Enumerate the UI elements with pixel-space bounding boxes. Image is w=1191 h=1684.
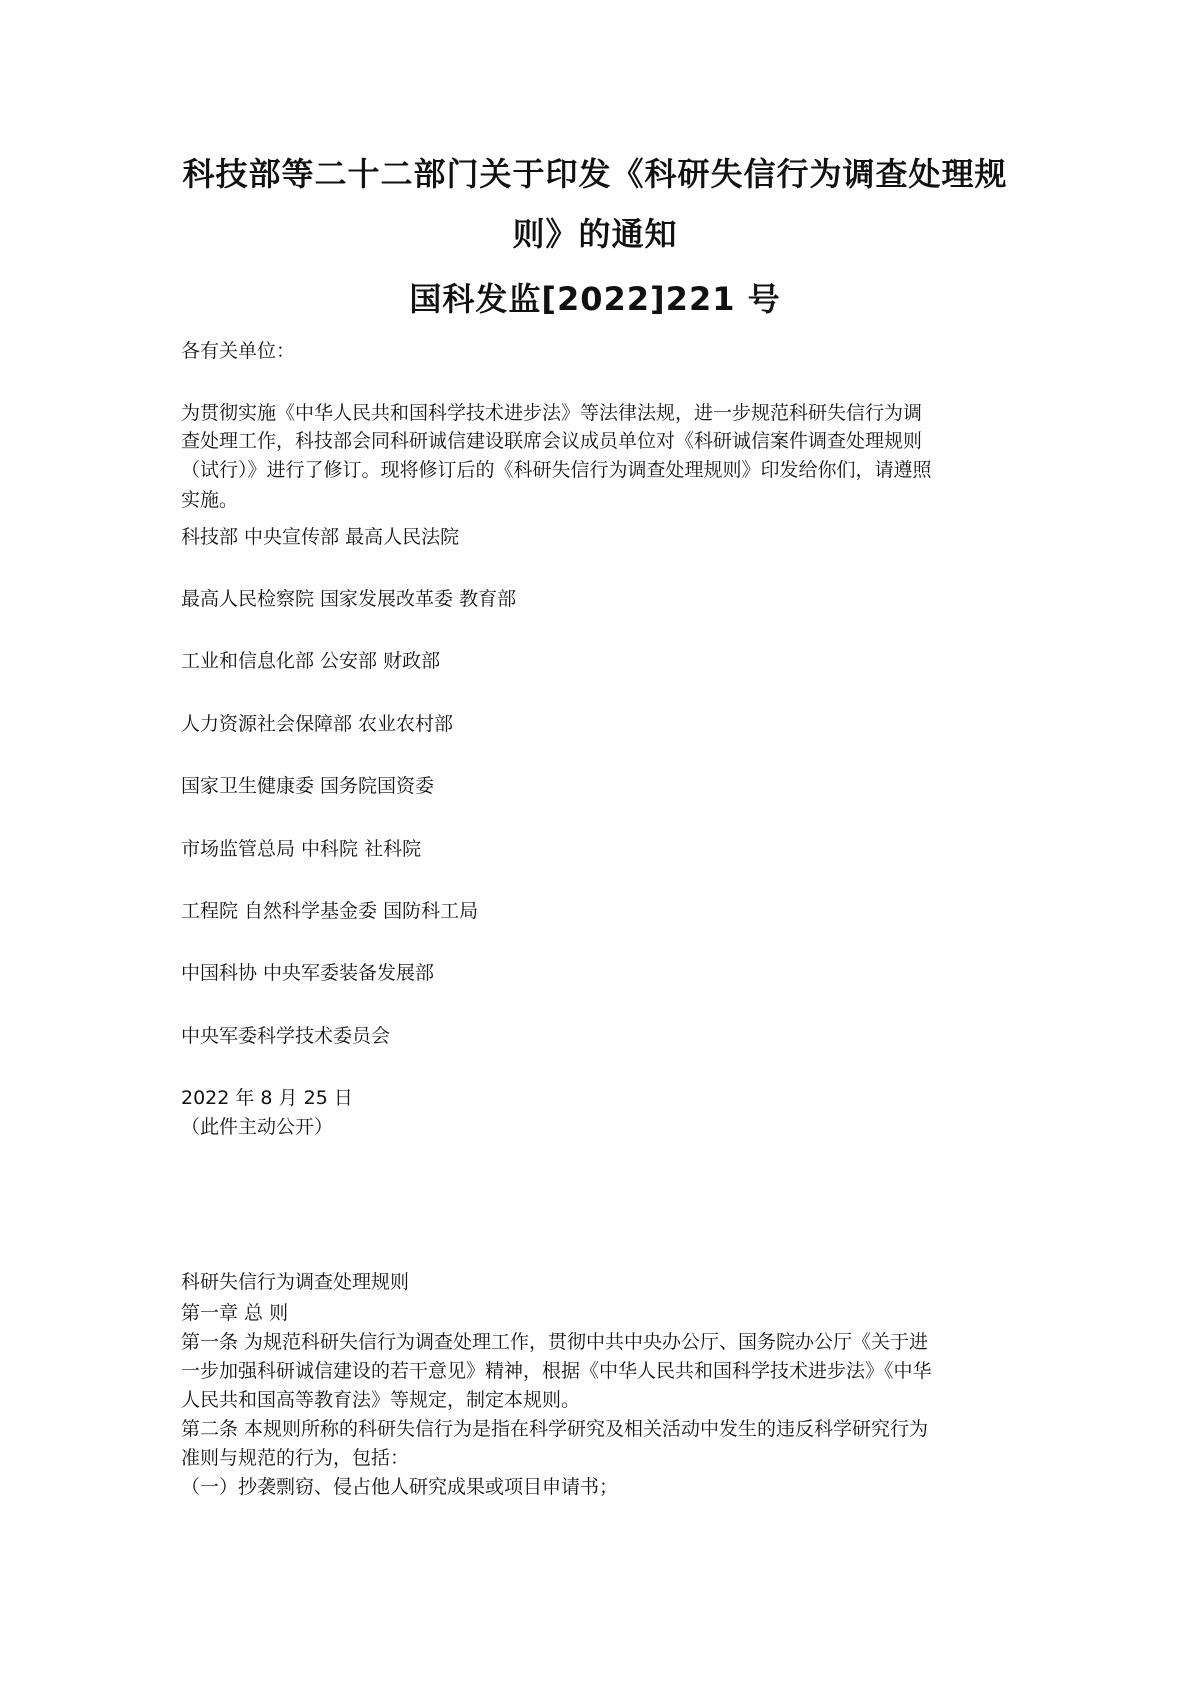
issuer-line-5: 国家卫生健康委 国务院国资委	[181, 775, 435, 797]
issuer-line-8: 中国科协 中央军委装备发展部	[181, 962, 435, 984]
article-line-2: 一步加强科研诚信建设的若干意见》精神，根据《中华人民共和国科学技术进步法》《中华	[181, 1360, 932, 1382]
issuer-line-3: 工业和信息化部 公安部 财政部	[181, 650, 441, 672]
issuer-line-7: 工程院 自然科学基金委 国防科工局	[181, 900, 479, 922]
article-line-6: （一）抄袭剽窃、侵占他人研究成果或项目申请书；	[181, 1476, 619, 1498]
document-title-line-1: 科技部等二十二部门关于印发《科研失信行为调查处理规	[182, 155, 1008, 193]
document-number: 国科发监[2022]221 号	[409, 280, 781, 318]
intro-line-3: （试行）》进行了修订。现将修订后的《科研失信行为调查处理规则》印发给你们，请遵照	[181, 459, 932, 481]
issuer-line-2: 最高人民检察院 国家发展改革委 教育部	[181, 588, 517, 610]
article-line-4: 第二条 本规则所称的科研失信行为是指在科学研究及相关活动中发生的违反科学研究行为	[181, 1418, 929, 1440]
issuer-line-1: 科技部 中央宣传部 最高人民法院	[181, 526, 460, 548]
issuer-line-6: 市场监管总局 中科院 社科院	[181, 838, 422, 860]
article-line-1: 第一条 为规范科研失信行为调查处理工作，贯彻中共中央办公厅、国务院办公厅《关于进	[181, 1331, 929, 1353]
rules-title: 科研失信行为调查处理规则	[181, 1271, 410, 1293]
publicity-note: （此件主动公开）	[181, 1116, 334, 1138]
intro-line-2: 查处理工作，科技部会同科研诚信建设联席会议成员单位对《科研诚信案件调查处理规则	[181, 430, 923, 452]
intro-line-4: 实施。	[181, 489, 239, 511]
issuer-line-4: 人力资源社会保障部 农业农村部	[181, 713, 454, 735]
document-title-line-2: 则》的通知	[512, 215, 678, 253]
chapter-heading: 第一章 总 则	[181, 1302, 289, 1324]
salutation: 各有关单位：	[181, 340, 296, 362]
issuer-line-9: 中央军委科学技术委员会	[181, 1025, 391, 1047]
intro-line-1: 为贯彻实施《中华人民共和国科学技术进步法》等法律法规，进一步规范科研失信行为调	[181, 402, 923, 424]
article-line-3: 人民共和国高等教育法》等规定，制定本规则。	[181, 1389, 581, 1411]
issue-date: 2022 年 8 月 25 日	[181, 1087, 353, 1109]
article-line-5: 准则与规范的行为，包括：	[181, 1447, 410, 1469]
